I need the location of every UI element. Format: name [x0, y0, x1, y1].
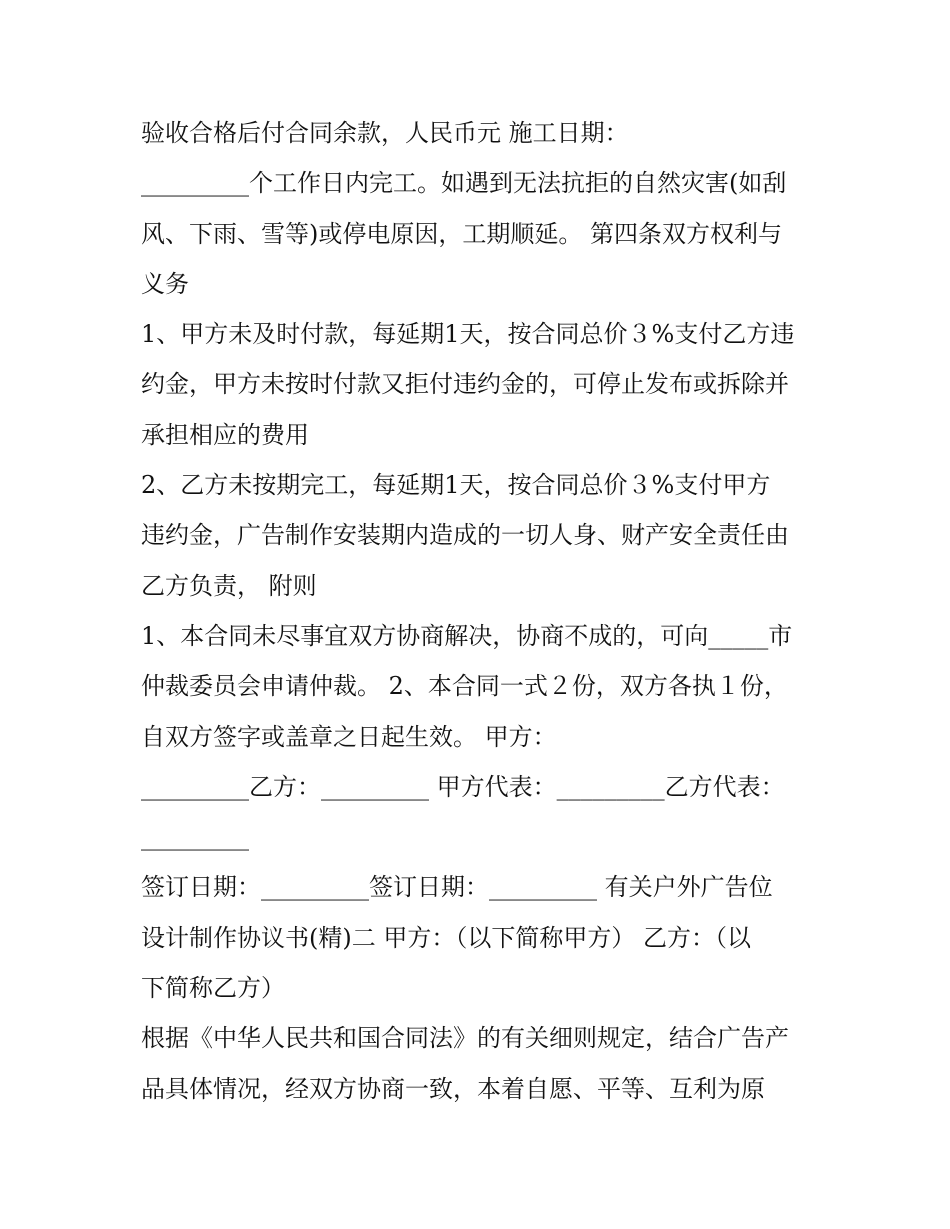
text-line: 1、甲方未及时付款，每延期1天，按合同总价３%支付乙方违: [141, 320, 795, 349]
text-line: 违约金，广告制作安装期内造成的一切人身、财产安全责任由: [141, 521, 789, 550]
contract-body-text: [141, 108, 831, 1114]
text-line: _________: [141, 823, 249, 852]
text-line: 乙方负责， 附则: [141, 571, 317, 600]
text-line: 承担相应的费用: [141, 420, 309, 449]
text-line: 2、乙方未按期完工，每延期1天，按合同总价３%支付甲方: [141, 471, 771, 500]
text-line: 风、下雨、雪等)或停电原因，工期顺延。 第四条双方权利与: [141, 219, 782, 248]
text-line: 根据《中华人民共和国合同法》的有关细则规定，结合广告产: [141, 1024, 789, 1053]
text-line: _________个工作日内完工。如遇到无法抗拒的自然灾害(如刮: [141, 169, 787, 198]
text-line: 仲裁委员会申请仲裁。 2、本合同一式２份，双方各执１份，: [141, 672, 788, 701]
text-line: 约金，甲方未按时付款又拒付违约金的，可停止发布或拆除并: [141, 370, 789, 399]
text-line: 义务: [141, 269, 189, 298]
text-line: 签订日期：_________签订日期：_________ 有关户外广告位: [141, 873, 773, 902]
text-line: 品具体情况，经双方协商一致，本着自愿、平等、互利为原: [141, 1074, 765, 1103]
text-line: 设计制作协议书(精)二 甲方：（以下简称甲方） 乙方：（以: [141, 923, 751, 952]
text-line: 1、本合同未尽事宜双方协商解决，协商不成的，可向_____市: [141, 621, 793, 650]
text-line: 验收合格后付合同余款，人民币元 施工日期：: [141, 119, 629, 147]
text-line: 下简称乙方）: [141, 974, 285, 1003]
text-line: _________乙方：_________ 甲方代表：_________乙方代表：: [141, 772, 785, 801]
text-line: 自双方签字或盖章之日起生效。 甲方：: [141, 722, 557, 751]
